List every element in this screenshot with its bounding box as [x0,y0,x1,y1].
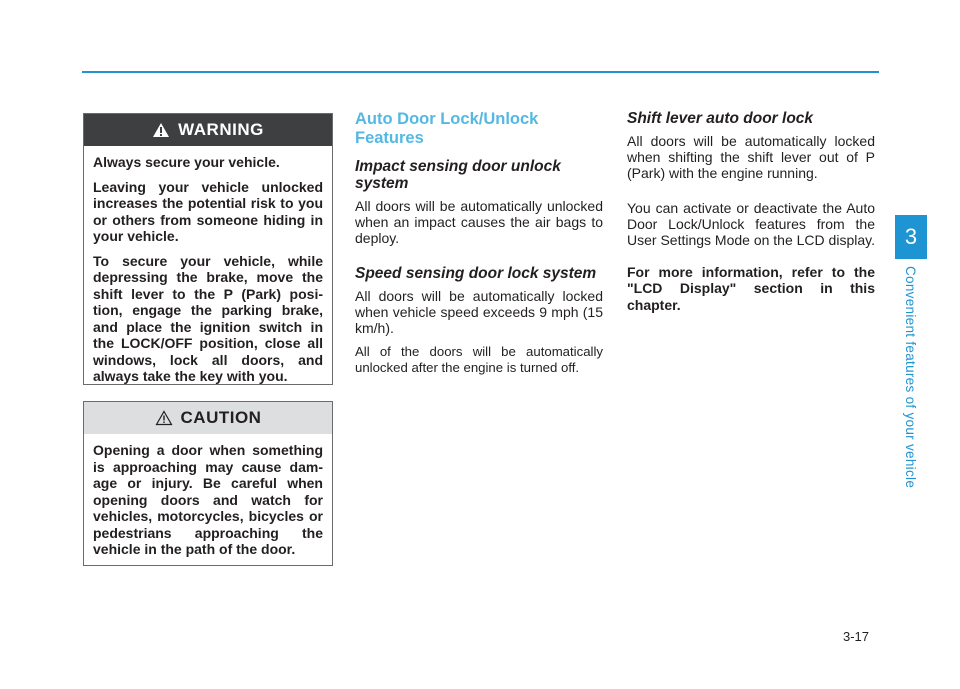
caution-body [84,434,332,568]
caution-header [84,402,332,434]
warning-paragraph: Leaving your vehicle unlocked increases the potential risk to you or others from someone hiding in your vehicle. [93,178,323,244]
chapter-number: 3 [904,224,918,249]
activate-text: You can activate or deactivate the Auto Door Lock/Unlock features from the User Settings Mode on the LCD display. [627,199,875,249]
shift-heading: Shift lever auto door lock [627,110,814,127]
caution-box [83,401,333,566]
shift-text: All doors will be automatically locked when shifting the shift lever out of P (Park) with the engine running. [627,133,875,182]
section-title: Auto Door Lock/Unlock Features [355,110,539,147]
speed-text-1: All doors will be automatically locked when vehicle speed exceeds 9 mph (15 km/h). [355,287,603,337]
caution-label: CAUTION [180,408,262,427]
chapter-tab [895,215,927,259]
warning-paragraph: Always secure your vehicle. [93,154,280,170]
caution-triangle-icon [155,410,173,426]
page-number: 3-17 [843,629,870,644]
speed-text-2: All of the doors will be automatically unlocked after the engine is turned off. [355,344,603,376]
impact-heading: Impact sensing door unlock system [355,158,561,192]
chapter-title: Convenient features of your vehicle [903,266,918,489]
warning-triangle-icon [152,122,170,138]
impact-text: All doors will be automatically unlocked when an impact causes the air bags to deploy. [355,198,603,247]
warning-box [83,113,333,385]
caution-text: Opening a door when something is approaching may cause dam-age or injury. Be careful when opening doors and watch for vehicles, motorcycles, bicycles or pedestrians approaching the vehicle in the path of the door. [93,442,323,557]
middle-column [355,110,603,385]
more-info-text: For more information, refer to the "LCD Display" section in this chapter. [627,264,875,313]
speed-heading: Speed sensing door lock system [355,264,597,282]
top-rule [82,71,879,73]
warning-body [84,146,332,395]
warning-paragraph: To secure your vehicle, while depressing the brake, move the shift lever to the P (Park) posi-tion, engage the parking brake, and place the ignition switch in the LOCK/OFF position, close all windows, lock all doors, and always take the key with you. [93,252,323,384]
warning-label: WARNING [178,120,264,139]
warning-header [84,114,332,146]
right-column [627,110,875,321]
